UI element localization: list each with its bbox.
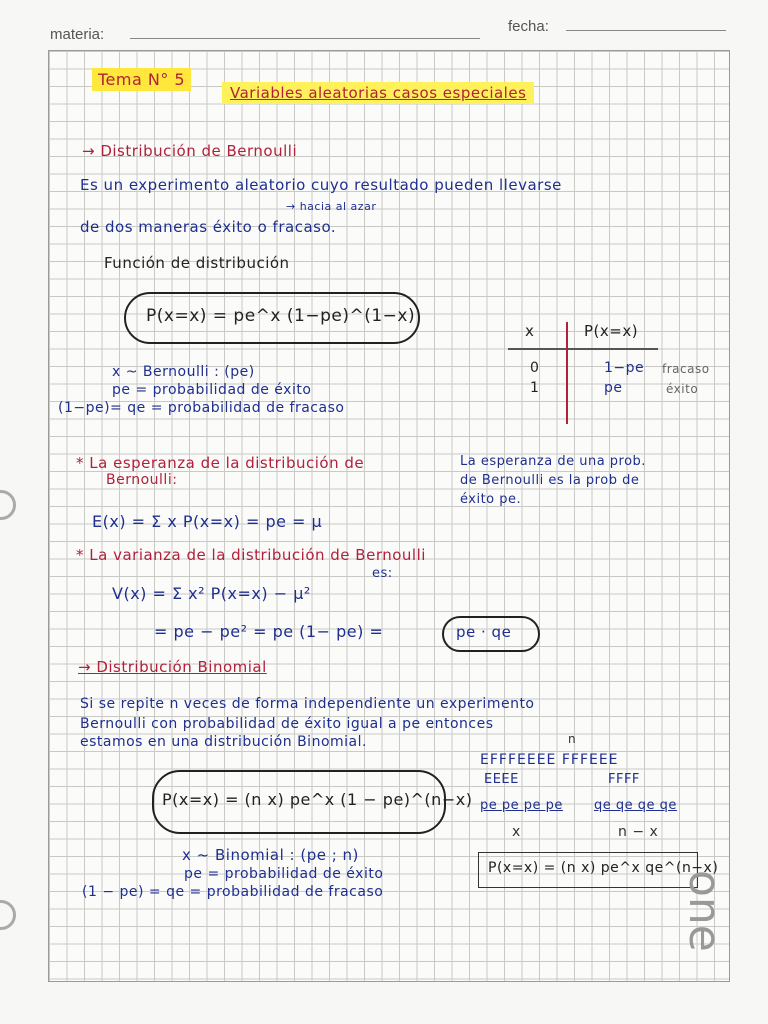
tema-label: Tema N° 5 — [92, 70, 191, 89]
binder-ring-icon — [0, 900, 16, 930]
binomial-def-line2: pe = probabilidad de éxito — [184, 866, 384, 882]
bernoulli-section-title: → Distribución de Bernoulli — [82, 142, 298, 160]
bernoulli-formula: P(x=x) = pe^x (1−pe)^(1−x) — [146, 306, 416, 326]
esperanza-note2: de Bernoulli es la prob de — [460, 473, 640, 488]
binomial-def-line1: x ~ Binomial : (pe ; n) — [182, 846, 359, 864]
bernoulli-def-line2: pe = probabilidad de éxito — [112, 382, 312, 398]
func-label: Función de distribución — [104, 254, 290, 272]
binomial-qe-seq: qe qe qe qe — [594, 798, 677, 813]
n-mark: n — [568, 732, 577, 746]
binomial-seq1: EFFFEEEE FFFEEE — [480, 752, 619, 768]
varianza-formula2: = pe − pe² = pe (1− pe) = — [154, 622, 384, 641]
binomial-pe-seq: pe pe pe pe — [480, 798, 563, 813]
binomial-formula: P(x=x) = (n x) pe^x (1 − pe)^(n−x) — [162, 790, 473, 809]
varianza-title: * La varianza de la distribución de Bernoulli — [76, 546, 426, 564]
table-row-p: pe — [604, 380, 623, 396]
binomial-section-title: → Distribución Binomial — [78, 658, 267, 676]
table-row-note: fracaso — [662, 362, 710, 376]
binomial-desc-line1: Si se repite n veces de forma independiente un experimento — [80, 696, 535, 712]
binomial-seq3: FFFF — [608, 772, 640, 787]
page-title: Variables aleatorias casos especiales — [222, 84, 534, 102]
table-vline — [566, 322, 568, 424]
table-row-x: 0 — [530, 360, 540, 376]
binomial-nx-label: n − x — [618, 824, 659, 840]
varianza-es: es: — [372, 566, 393, 581]
materia-label: materia: — [50, 26, 105, 43]
bernoulli-desc-line1: Es un experimento aleatorio cuyo resultado pueden llevarse — [80, 176, 562, 194]
table-row-x: 1 — [530, 380, 540, 396]
boxed-formula: P(x=x) = (n x) pe^x qe^(n−x) — [488, 860, 719, 876]
esperanza-formula: E(x) = Σ x P(x=x) = pe = μ — [92, 512, 323, 531]
esperanza-note1: La esperanza de una prob. — [460, 454, 646, 469]
fecha-label: fecha: — [508, 18, 549, 35]
varianza-result: pe · qe — [456, 623, 512, 641]
bernoulli-def-line3: (1−pe)= qe = probabilidad de fracaso — [58, 400, 345, 416]
binomial-def-line3: (1 − pe) = qe = probabilidad de fracaso — [82, 884, 384, 900]
esperanza-note3: éxito pe. — [460, 492, 522, 507]
binder-ring-icon — [0, 490, 16, 520]
table-row-p: 1−pe — [604, 360, 645, 376]
fecha-line — [566, 30, 726, 31]
bernoulli-desc-note: → hacia al azar — [286, 200, 377, 213]
table-divider — [508, 348, 658, 350]
bernoulli-desc-line2: de dos maneras éxito o fracaso. — [80, 218, 337, 236]
table-header-p: P(x=x) — [584, 322, 639, 340]
table-header-x: x — [525, 322, 535, 340]
binomial-desc-line2: Bernoulli con probabilidad de éxito igual a pe entonces — [80, 716, 494, 732]
esperanza-title: * La esperanza de la distribución de — [76, 454, 365, 472]
bernoulli-def-line1: x ~ Bernoulli : (pe) — [112, 364, 255, 380]
binomial-desc-line3: estamos en una distribución Binomial. — [80, 734, 367, 750]
esperanza-title-cont: Bernoulli: — [106, 472, 178, 488]
binomial-seq2: EEEE — [484, 772, 519, 787]
varianza-formula1: V(x) = Σ x² P(x=x) − μ² — [112, 584, 311, 603]
materia-line — [130, 38, 480, 39]
brand-logo: one — [679, 870, 730, 952]
table-row-note: éxito — [666, 382, 699, 396]
binomial-x-label: x — [512, 824, 521, 840]
